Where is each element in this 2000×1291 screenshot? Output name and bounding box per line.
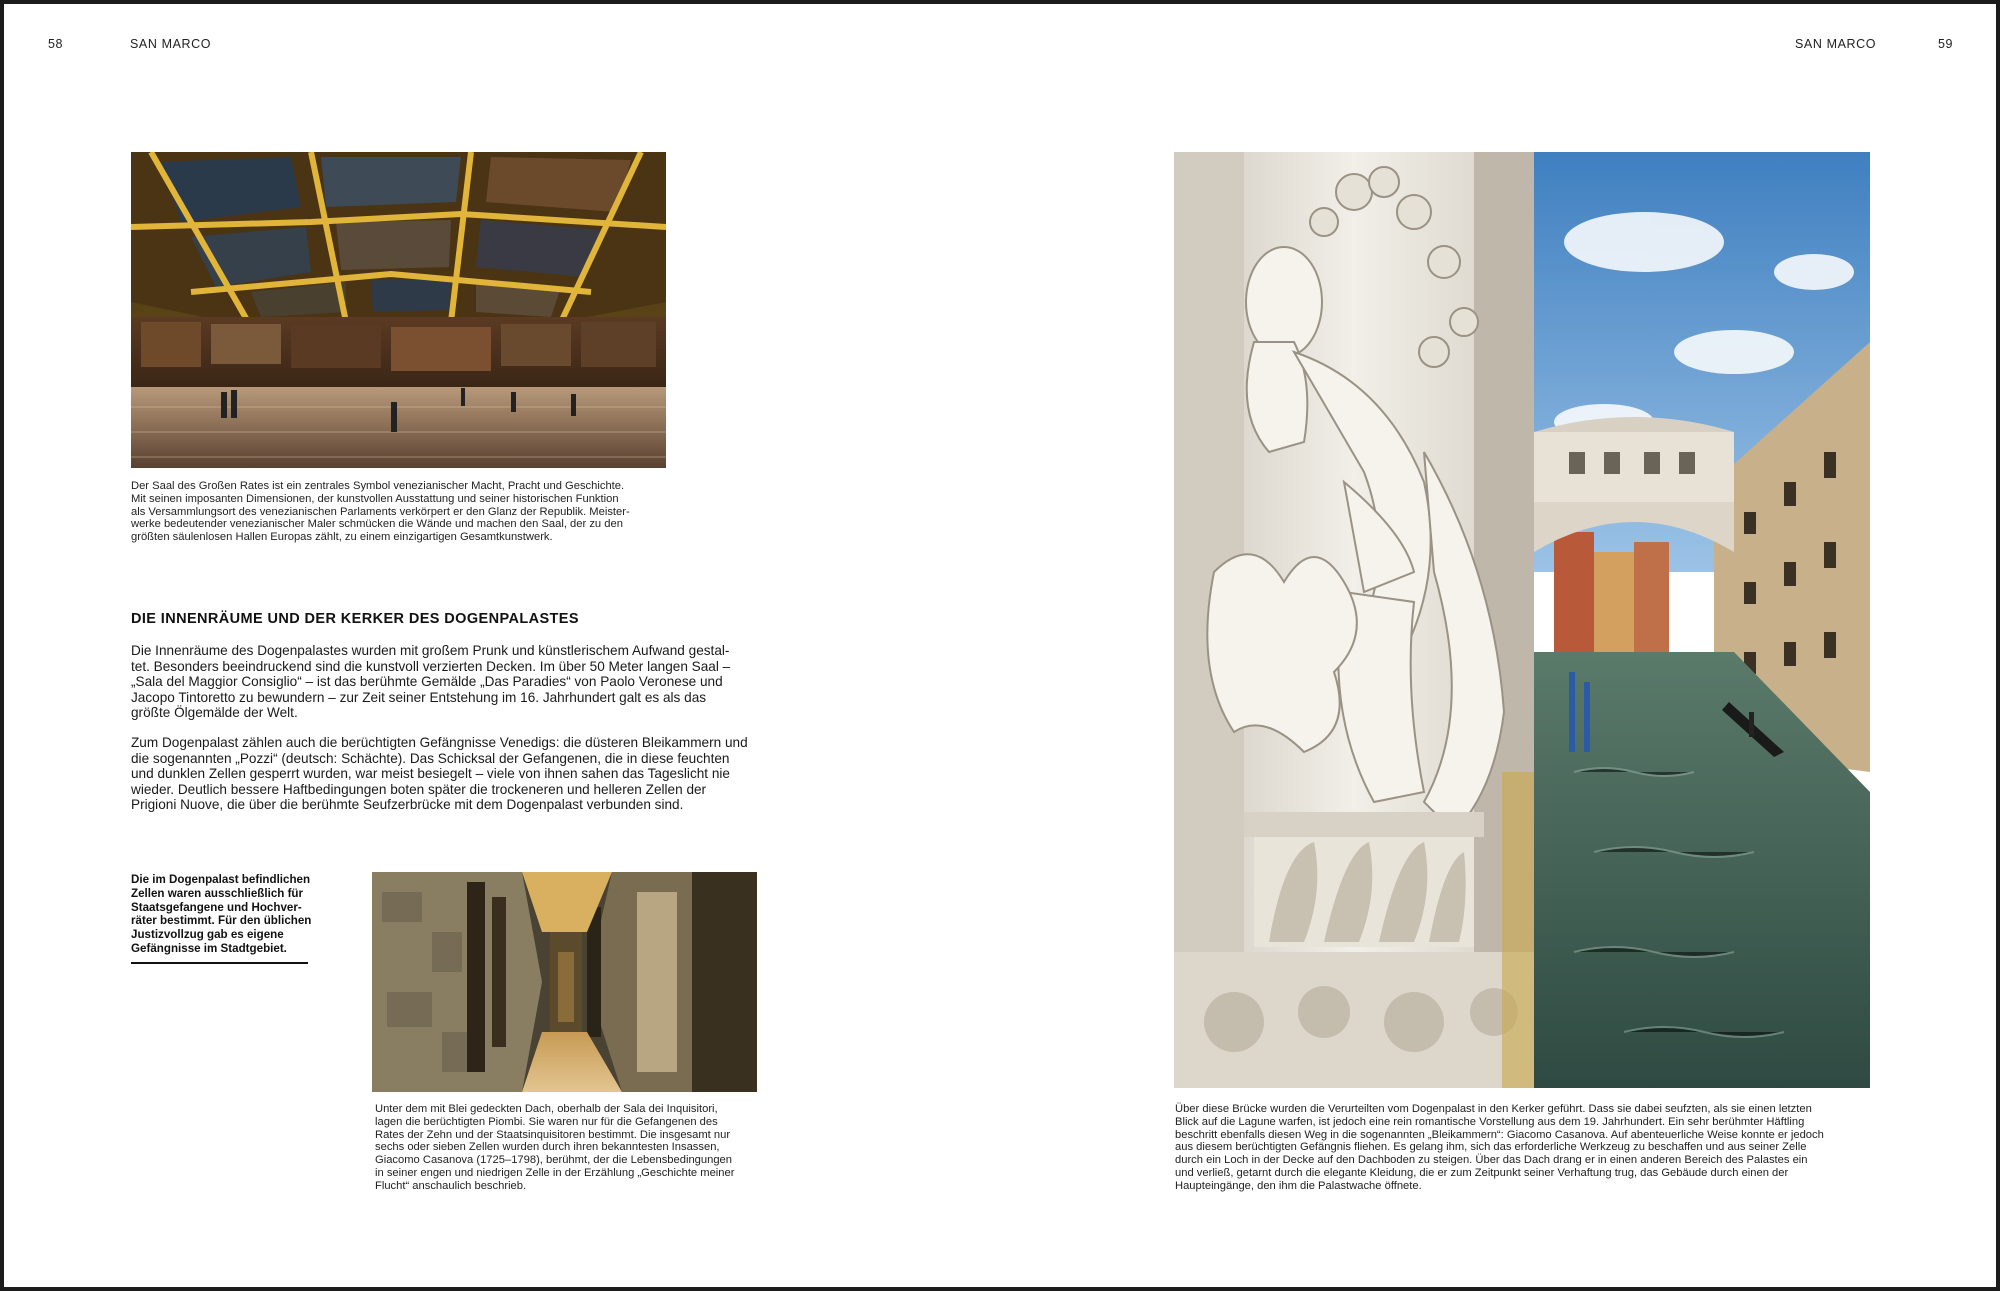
body-line: wieder. Deutlich bessere Haftbedingungen boten später die trockeneren und helleren Zellen der xyxy=(131,781,707,797)
caption-line: als Versammlungsort des venezianischen Parlaments verkörpert er den Glanz der Republik. Meister- xyxy=(131,505,630,518)
body-line: und dunklen Zellen gesperrt wurden, war meist besiegelt – viele von ihnen sahen das Tageslicht nie xyxy=(131,766,730,782)
body-line: die sogenannten „Pozzi“ (deutsch: Schächte). Das Schicksal der Gefangenen, die in diese feuchten xyxy=(131,750,730,766)
caption-line: Haupteingänge, den ihm die Palastwache öffnete. xyxy=(1175,1179,1422,1192)
body-line: „Sala del Maggior Consiglio“ – ist das berühmte Gemälde „Das Paradies“ von Paolo Veronese und xyxy=(131,674,723,690)
body-line: Jacopo Tintoretto zu bewundern – zur Zeit seiner Entstehung im 16. Jahrhundert galt es als das xyxy=(131,689,707,705)
page-number-left: 58 xyxy=(48,37,64,51)
body-line: tet. Besonders beeindruckend sind die kunstvoll verzierten Decken. Im über 50 Meter langen Saal – xyxy=(131,658,731,674)
caption-line: Mit seinen imposanten Dimensionen, der kunstvollen Ausstattung und seiner historischen Funktion xyxy=(131,492,619,505)
body-line: Zum Dogenpalast zählen auch die berüchtigten Gefängnisse Venedigs: die düsteren Bleikammern und xyxy=(131,735,748,750)
caption-line: und verließ, getarnt durch die elegante Kleidung, die er zum Zeitpunkt seiner Verhaftung trug, das Gebäude durch einen der xyxy=(1175,1166,1789,1179)
caption-line: Flucht“ anschaulich beschrieb. xyxy=(375,1179,527,1192)
caption-line: Rates der Zehn und der Staatsinquisitoren bestimmt. Die insgesamt nur xyxy=(375,1128,731,1141)
prison-corridor-photo xyxy=(372,872,757,1092)
great-council-hall-illustration xyxy=(131,152,666,468)
side-note-line: Die im Dogenpalast befindlichen xyxy=(131,873,311,886)
great-council-hall-photo xyxy=(131,152,666,468)
side-note-line: Staatsgefangene und Hochver- xyxy=(131,900,302,914)
magazine-spread xyxy=(4,4,1996,1287)
bridge-caption xyxy=(1175,1103,1895,1193)
body-line: größte Ölgemälde der Welt. xyxy=(131,705,298,721)
body-line: Die Innenräume des Dogenpalastes wurden mit großem Prunk und künstlerischem Aufwand gestal- xyxy=(131,643,730,658)
section-heading: DIE INNENRÄUME UND DER KERKER DES DOGENPALASTES xyxy=(131,611,579,627)
caption-line: in seiner engen und niedrigen Zelle in der Erzählung „Geschichte meiner xyxy=(375,1166,735,1179)
caption-line: Giacomo Casanova (1725–1798), berühmt, der die Lebensbedingungen xyxy=(375,1154,733,1167)
caption-line: Blick auf die Lagune warfen, ist jedoch eine rein romantische Vorstellung aus dem 19. Jahrhundert. Ein sehr berühmter Häftling xyxy=(1175,1115,1805,1128)
caption-line: beschritt ebenfalls diesen Weg in die sogenannten „Bleikammern“: Giacomo Casanova. Auf abenteuerliche Weise konnte er jedoch xyxy=(1175,1128,1824,1141)
prison-corridor-illustration xyxy=(372,872,757,1092)
corridor-caption xyxy=(375,1103,775,1193)
side-note-line: Justizvollzug gab es eigene xyxy=(131,928,284,942)
side-note-line: Zellen waren ausschließlich für xyxy=(131,886,304,900)
caption-line: aus diesem berüchtigten Gefängnis fliehen. Es gelang ihm, sich das erforderliche Werkzeug zu beschaffen und aus seiner Zelle xyxy=(1175,1141,1807,1154)
running-head-left: SAN MARCO xyxy=(130,37,212,51)
side-note xyxy=(131,873,331,956)
caption-line: durch ein Loch in der Decke auf den Dachboden zu steigen. Über das Dach drang er in einen anderen Bereich des Palastes ein xyxy=(1175,1154,1808,1167)
caption-line: sechs oder sieben Zellen wurden durch ihren bekanntesten Insassen, xyxy=(375,1141,720,1154)
caption-line: werke bedeutender venezianischer Maler schmücken die Wände und machen den Saal, der zu den xyxy=(131,518,623,531)
body-line: Prigioni Nuove, die über die berühmte Seufzerbrücke mit dem Dogenpalast verbunden sind. xyxy=(131,797,684,813)
page-number-right: 59 xyxy=(1938,37,1954,51)
side-note-line: räter bestimmt. Für den üblichen xyxy=(131,914,312,928)
side-note-line: Gefängnisse im Stadtgebiet. xyxy=(131,941,287,955)
bridge-of-sighs-illustration xyxy=(1174,152,1870,1088)
bridge-of-sighs-photo xyxy=(1174,152,1870,1088)
great-council-caption xyxy=(131,480,676,544)
caption-line: lagen die berüchtigten Piombi. Sie waren nur für die Gefangenen des xyxy=(375,1115,718,1128)
body-paragraph-1 xyxy=(131,643,751,721)
caption-line: Unter dem mit Blei gedeckten Dach, oberhalb der Sala dei Inquisitori, xyxy=(375,1103,718,1115)
body-paragraph-2 xyxy=(131,735,751,813)
caption-line: Über diese Brücke wurden die Verurteilten vom Dogenpalast in den Kerker geführt. Dass sie dabei seufzten, als sie einen letzten xyxy=(1175,1103,1812,1115)
caption-line: größten säulenlosen Hallen Europas zählt, zu einem einzigartigen Gesamtkunstwerk. xyxy=(131,531,553,544)
caption-line: Der Saal des Großen Rates ist ein zentrales Symbol venezianischer Macht, Pracht und Geschichte. xyxy=(131,480,625,492)
side-note-rule xyxy=(131,962,308,964)
running-head-right: SAN MARCO xyxy=(1795,37,1877,51)
